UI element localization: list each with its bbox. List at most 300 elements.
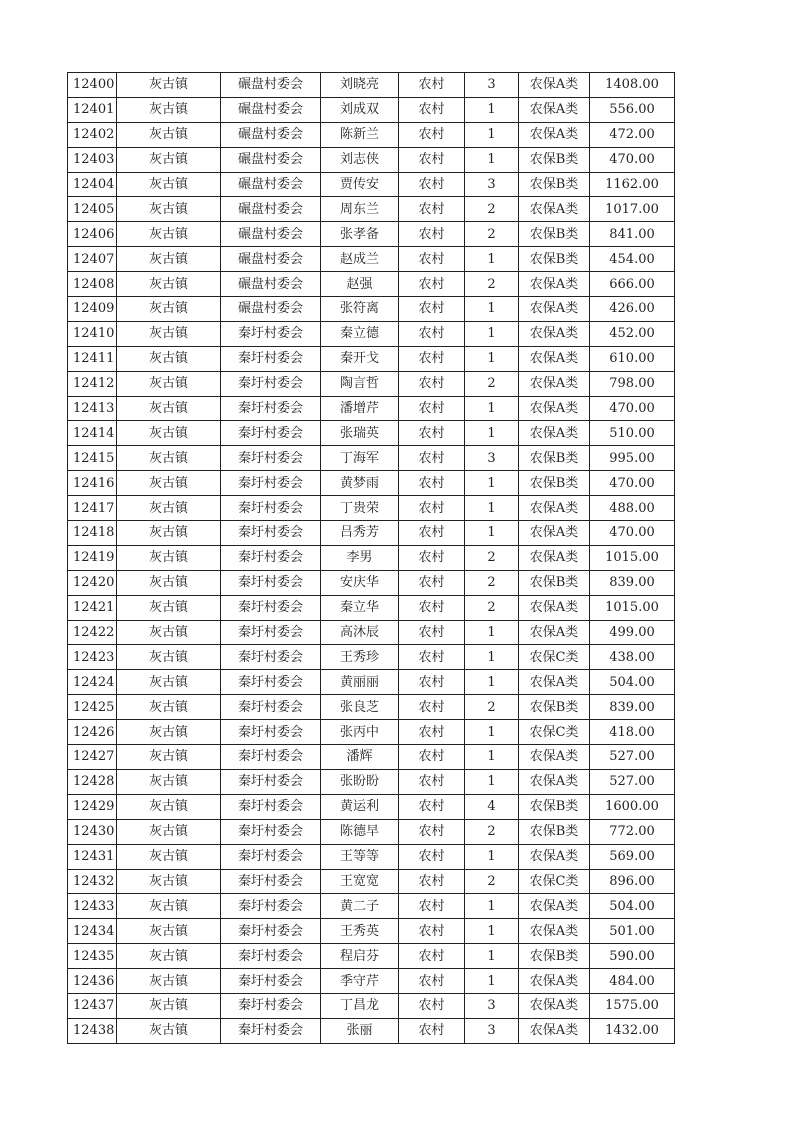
table-row [68,421,675,446]
town-cell: 灰古镇 [117,620,221,645]
family-size-cell: 1 [465,471,519,496]
household-type-cell: 农村 [399,545,465,570]
person-name-cell: 张良芝 [321,695,399,720]
village-committee-cell: 秦圩村委会 [221,969,321,994]
town-cell: 灰古镇 [117,720,221,745]
household-type-cell: 农村 [399,894,465,919]
family-size-cell: 1 [465,670,519,695]
table-row [68,570,675,595]
record-id-cell: 12412 [68,371,117,396]
household-type-cell: 农村 [399,819,465,844]
village-committee-cell: 碾盘村委会 [221,297,321,322]
record-id-cell: 12421 [68,595,117,620]
record-id-cell: 12436 [68,969,117,994]
insurance-category-cell: 农保A类 [519,421,590,446]
village-committee-cell: 碾盘村委会 [221,172,321,197]
table-row [68,446,675,471]
insurance-category-cell: 农保A类 [519,595,590,620]
household-type-cell: 农村 [399,745,465,770]
record-id-cell: 12409 [68,297,117,322]
village-committee-cell: 秦圩村委会 [221,670,321,695]
family-size-cell: 1 [465,147,519,172]
family-size-cell: 2 [465,595,519,620]
village-committee-cell: 秦圩村委会 [221,869,321,894]
record-id-cell: 12408 [68,272,117,297]
household-type-cell: 农村 [399,247,465,272]
household-type-cell: 农村 [399,147,465,172]
table-row [68,97,675,122]
person-name-cell: 贾传安 [321,172,399,197]
amount-cell: 470.00 [590,471,675,496]
household-type-cell: 农村 [399,222,465,247]
household-type-cell: 农村 [399,396,465,421]
household-type-cell: 农村 [399,297,465,322]
insurance-category-cell: 农保B类 [519,222,590,247]
record-id-cell: 12415 [68,446,117,471]
person-name-cell: 秦开戈 [321,346,399,371]
record-id-cell: 12414 [68,421,117,446]
table-row [68,321,675,346]
insurance-category-cell: 农保A类 [519,769,590,794]
village-committee-cell: 秦圩村委会 [221,471,321,496]
records-table [67,72,675,1044]
village-committee-cell: 秦圩村委会 [221,521,321,546]
household-type-cell: 农村 [399,321,465,346]
village-committee-cell: 秦圩村委会 [221,545,321,570]
table-row [68,297,675,322]
record-id-cell: 12427 [68,745,117,770]
amount-cell: 504.00 [590,894,675,919]
table-row [68,645,675,670]
town-cell: 灰古镇 [117,222,221,247]
table-row [68,769,675,794]
household-type-cell: 农村 [399,346,465,371]
amount-cell: 501.00 [590,919,675,944]
family-size-cell: 2 [465,222,519,247]
town-cell: 灰古镇 [117,73,221,98]
record-id-cell: 12418 [68,521,117,546]
town-cell: 灰古镇 [117,894,221,919]
town-cell: 灰古镇 [117,545,221,570]
table-row [68,272,675,297]
amount-cell: 510.00 [590,421,675,446]
town-cell: 灰古镇 [117,346,221,371]
amount-cell: 1162.00 [590,172,675,197]
household-type-cell: 农村 [399,944,465,969]
insurance-category-cell: 农保A类 [519,521,590,546]
person-name-cell: 张孝备 [321,222,399,247]
record-id-cell: 12407 [68,247,117,272]
amount-cell: 438.00 [590,645,675,670]
village-committee-cell: 碾盘村委会 [221,197,321,222]
person-name-cell: 黄二子 [321,894,399,919]
town-cell: 灰古镇 [117,446,221,471]
village-committee-cell: 秦圩村委会 [221,1018,321,1043]
town-cell: 灰古镇 [117,147,221,172]
table-row [68,993,675,1018]
person-name-cell: 张瑞英 [321,421,399,446]
person-name-cell: 安庆华 [321,570,399,595]
insurance-category-cell: 农保A类 [519,97,590,122]
household-type-cell: 农村 [399,794,465,819]
amount-cell: 610.00 [590,346,675,371]
family-size-cell: 2 [465,819,519,844]
household-type-cell: 农村 [399,570,465,595]
village-committee-cell: 碾盘村委会 [221,73,321,98]
town-cell: 灰古镇 [117,1018,221,1043]
person-name-cell: 周东兰 [321,197,399,222]
person-name-cell: 陈新兰 [321,122,399,147]
village-committee-cell: 秦圩村委会 [221,769,321,794]
village-committee-cell: 秦圩村委会 [221,396,321,421]
insurance-category-cell: 农保A类 [519,894,590,919]
village-committee-cell: 秦圩村委会 [221,595,321,620]
village-committee-cell: 碾盘村委会 [221,222,321,247]
person-name-cell: 王宽宽 [321,869,399,894]
household-type-cell: 农村 [399,919,465,944]
person-name-cell: 刘晓亮 [321,73,399,98]
village-committee-cell: 秦圩村委会 [221,993,321,1018]
insurance-category-cell: 农保A类 [519,73,590,98]
insurance-category-cell: 农保B类 [519,471,590,496]
amount-cell: 1015.00 [590,595,675,620]
household-type-cell: 农村 [399,122,465,147]
table-row [68,73,675,98]
town-cell: 灰古镇 [117,695,221,720]
record-id-cell: 12405 [68,197,117,222]
village-committee-cell: 秦圩村委会 [221,819,321,844]
insurance-category-cell: 农保A类 [519,272,590,297]
amount-cell: 426.00 [590,297,675,322]
household-type-cell: 农村 [399,595,465,620]
person-name-cell: 李男 [321,545,399,570]
insurance-category-cell: 农保B类 [519,570,590,595]
table-row [68,396,675,421]
person-name-cell: 陈德早 [321,819,399,844]
person-name-cell: 高沐辰 [321,620,399,645]
household-type-cell: 农村 [399,197,465,222]
table-row [68,197,675,222]
family-size-cell: 1 [465,720,519,745]
family-size-cell: 1 [465,919,519,944]
insurance-category-cell: 农保B类 [519,819,590,844]
family-size-cell: 3 [465,446,519,471]
table-row [68,346,675,371]
record-id-cell: 12437 [68,993,117,1018]
town-cell: 灰古镇 [117,197,221,222]
household-type-cell: 农村 [399,769,465,794]
person-name-cell: 丁海军 [321,446,399,471]
household-type-cell: 农村 [399,620,465,645]
record-id-cell: 12400 [68,73,117,98]
household-type-cell: 农村 [399,993,465,1018]
village-committee-cell: 秦圩村委会 [221,570,321,595]
person-name-cell: 赵成兰 [321,247,399,272]
household-type-cell: 农村 [399,670,465,695]
town-cell: 灰古镇 [117,396,221,421]
household-type-cell: 农村 [399,521,465,546]
insurance-category-cell: 农保B类 [519,794,590,819]
family-size-cell: 2 [465,695,519,720]
amount-cell: 488.00 [590,496,675,521]
person-name-cell: 张符离 [321,297,399,322]
village-committee-cell: 秦圩村委会 [221,695,321,720]
family-size-cell: 1 [465,944,519,969]
record-id-cell: 12438 [68,1018,117,1043]
insurance-category-cell: 农保C类 [519,869,590,894]
record-id-cell: 12417 [68,496,117,521]
amount-cell: 452.00 [590,321,675,346]
person-name-cell: 黄丽丽 [321,670,399,695]
person-name-cell: 丁昌龙 [321,993,399,1018]
record-id-cell: 12435 [68,944,117,969]
village-committee-cell: 碾盘村委会 [221,97,321,122]
village-committee-cell: 碾盘村委会 [221,122,321,147]
insurance-category-cell: 农保A类 [519,993,590,1018]
household-type-cell: 农村 [399,1018,465,1043]
record-id-cell: 12411 [68,346,117,371]
record-id-cell: 12423 [68,645,117,670]
household-type-cell: 农村 [399,645,465,670]
village-committee-cell: 秦圩村委会 [221,496,321,521]
town-cell: 灰古镇 [117,371,221,396]
amount-cell: 527.00 [590,769,675,794]
record-id-cell: 12401 [68,97,117,122]
person-name-cell: 潘辉 [321,745,399,770]
village-committee-cell: 秦圩村委会 [221,371,321,396]
amount-cell: 470.00 [590,521,675,546]
town-cell: 灰古镇 [117,595,221,620]
table-body [68,73,675,1044]
insurance-category-cell: 农保B类 [519,172,590,197]
insurance-category-cell: 农保A类 [519,496,590,521]
family-size-cell: 1 [465,321,519,346]
village-committee-cell: 碾盘村委会 [221,147,321,172]
town-cell: 灰古镇 [117,745,221,770]
family-size-cell: 1 [465,496,519,521]
record-id-cell: 12429 [68,794,117,819]
family-size-cell: 1 [465,620,519,645]
town-cell: 灰古镇 [117,297,221,322]
household-type-cell: 农村 [399,720,465,745]
table-row [68,919,675,944]
table-row [68,172,675,197]
table-row [68,944,675,969]
person-name-cell: 秦立德 [321,321,399,346]
record-id-cell: 12413 [68,396,117,421]
record-id-cell: 12424 [68,670,117,695]
family-size-cell: 1 [465,297,519,322]
amount-cell: 839.00 [590,695,675,720]
amount-cell: 666.00 [590,272,675,297]
town-cell: 灰古镇 [117,272,221,297]
town-cell: 灰古镇 [117,97,221,122]
town-cell: 灰古镇 [117,969,221,994]
insurance-category-cell: 农保B类 [519,695,590,720]
family-size-cell: 1 [465,521,519,546]
town-cell: 灰古镇 [117,172,221,197]
household-type-cell: 农村 [399,496,465,521]
amount-cell: 499.00 [590,620,675,645]
town-cell: 灰古镇 [117,670,221,695]
household-type-cell: 农村 [399,73,465,98]
person-name-cell: 王秀珍 [321,645,399,670]
amount-cell: 472.00 [590,122,675,147]
insurance-category-cell: 农保A类 [519,545,590,570]
table-row [68,247,675,272]
insurance-category-cell: 农保B类 [519,944,590,969]
table-row [68,695,675,720]
town-cell: 灰古镇 [117,570,221,595]
person-name-cell: 陶言哲 [321,371,399,396]
amount-cell: 1600.00 [590,794,675,819]
amount-cell: 1015.00 [590,545,675,570]
town-cell: 灰古镇 [117,769,221,794]
insurance-category-cell: 农保C类 [519,645,590,670]
village-committee-cell: 秦圩村委会 [221,720,321,745]
table-row [68,222,675,247]
table-row [68,545,675,570]
family-size-cell: 1 [465,122,519,147]
amount-cell: 527.00 [590,745,675,770]
record-id-cell: 12425 [68,695,117,720]
family-size-cell: 1 [465,396,519,421]
family-size-cell: 3 [465,73,519,98]
record-id-cell: 12434 [68,919,117,944]
table-row [68,745,675,770]
person-name-cell: 张丽 [321,1018,399,1043]
village-committee-cell: 秦圩村委会 [221,346,321,371]
person-name-cell: 王等等 [321,844,399,869]
family-size-cell: 1 [465,894,519,919]
amount-cell: 470.00 [590,396,675,421]
record-id-cell: 12431 [68,844,117,869]
amount-cell: 470.00 [590,147,675,172]
town-cell: 灰古镇 [117,993,221,1018]
table-row [68,819,675,844]
record-id-cell: 12419 [68,545,117,570]
household-type-cell: 农村 [399,421,465,446]
household-type-cell: 农村 [399,272,465,297]
table-row [68,844,675,869]
family-size-cell: 1 [465,421,519,446]
town-cell: 灰古镇 [117,645,221,670]
insurance-category-cell: 农保B类 [519,446,590,471]
family-size-cell: 1 [465,745,519,770]
insurance-category-cell: 农保A类 [519,919,590,944]
person-name-cell: 程启芬 [321,944,399,969]
record-id-cell: 12430 [68,819,117,844]
household-type-cell: 农村 [399,869,465,894]
person-name-cell: 潘增芹 [321,396,399,421]
family-size-cell: 1 [465,769,519,794]
person-name-cell: 刘成双 [321,97,399,122]
household-type-cell: 农村 [399,471,465,496]
amount-cell: 484.00 [590,969,675,994]
record-id-cell: 12406 [68,222,117,247]
household-type-cell: 农村 [399,172,465,197]
village-committee-cell: 碾盘村委会 [221,247,321,272]
table-row [68,595,675,620]
town-cell: 灰古镇 [117,794,221,819]
town-cell: 灰古镇 [117,122,221,147]
amount-cell: 590.00 [590,944,675,969]
amount-cell: 418.00 [590,720,675,745]
table-row [68,869,675,894]
person-name-cell: 王秀英 [321,919,399,944]
person-name-cell: 张丙中 [321,720,399,745]
family-size-cell: 4 [465,794,519,819]
insurance-category-cell: 农保A类 [519,1018,590,1043]
village-committee-cell: 秦圩村委会 [221,919,321,944]
person-name-cell: 张盼盼 [321,769,399,794]
village-committee-cell: 秦圩村委会 [221,421,321,446]
household-type-cell: 农村 [399,969,465,994]
table-row [68,720,675,745]
amount-cell: 772.00 [590,819,675,844]
amount-cell: 1432.00 [590,1018,675,1043]
amount-cell: 896.00 [590,869,675,894]
village-committee-cell: 秦圩村委会 [221,944,321,969]
record-id-cell: 12410 [68,321,117,346]
household-type-cell: 农村 [399,695,465,720]
family-size-cell: 1 [465,346,519,371]
town-cell: 灰古镇 [117,521,221,546]
record-id-cell: 12402 [68,122,117,147]
table-row [68,670,675,695]
record-id-cell: 12420 [68,570,117,595]
village-committee-cell: 碾盘村委会 [221,272,321,297]
village-committee-cell: 秦圩村委会 [221,620,321,645]
amount-cell: 1017.00 [590,197,675,222]
town-cell: 灰古镇 [117,819,221,844]
town-cell: 灰古镇 [117,421,221,446]
table-row [68,471,675,496]
family-size-cell: 1 [465,844,519,869]
family-size-cell: 2 [465,545,519,570]
table-row [68,794,675,819]
town-cell: 灰古镇 [117,471,221,496]
family-size-cell: 1 [465,645,519,670]
person-name-cell: 赵强 [321,272,399,297]
amount-cell: 569.00 [590,844,675,869]
village-committee-cell: 秦圩村委会 [221,794,321,819]
person-name-cell: 刘志侠 [321,147,399,172]
family-size-cell: 2 [465,272,519,297]
family-size-cell: 1 [465,97,519,122]
table-row [68,620,675,645]
village-committee-cell: 秦圩村委会 [221,446,321,471]
person-name-cell: 丁贵荣 [321,496,399,521]
record-id-cell: 12404 [68,172,117,197]
family-size-cell: 3 [465,993,519,1018]
record-id-cell: 12433 [68,894,117,919]
town-cell: 灰古镇 [117,496,221,521]
insurance-category-cell: 农保A类 [519,321,590,346]
insurance-category-cell: 农保A类 [519,371,590,396]
table-row [68,521,675,546]
amount-cell: 995.00 [590,446,675,471]
insurance-category-cell: 农保B类 [519,147,590,172]
village-committee-cell: 秦圩村委会 [221,894,321,919]
town-cell: 灰古镇 [117,919,221,944]
insurance-category-cell: 农保A类 [519,745,590,770]
town-cell: 灰古镇 [117,869,221,894]
household-type-cell: 农村 [399,97,465,122]
insurance-category-cell: 农保A类 [519,122,590,147]
insurance-category-cell: 农保A类 [519,297,590,322]
town-cell: 灰古镇 [117,944,221,969]
